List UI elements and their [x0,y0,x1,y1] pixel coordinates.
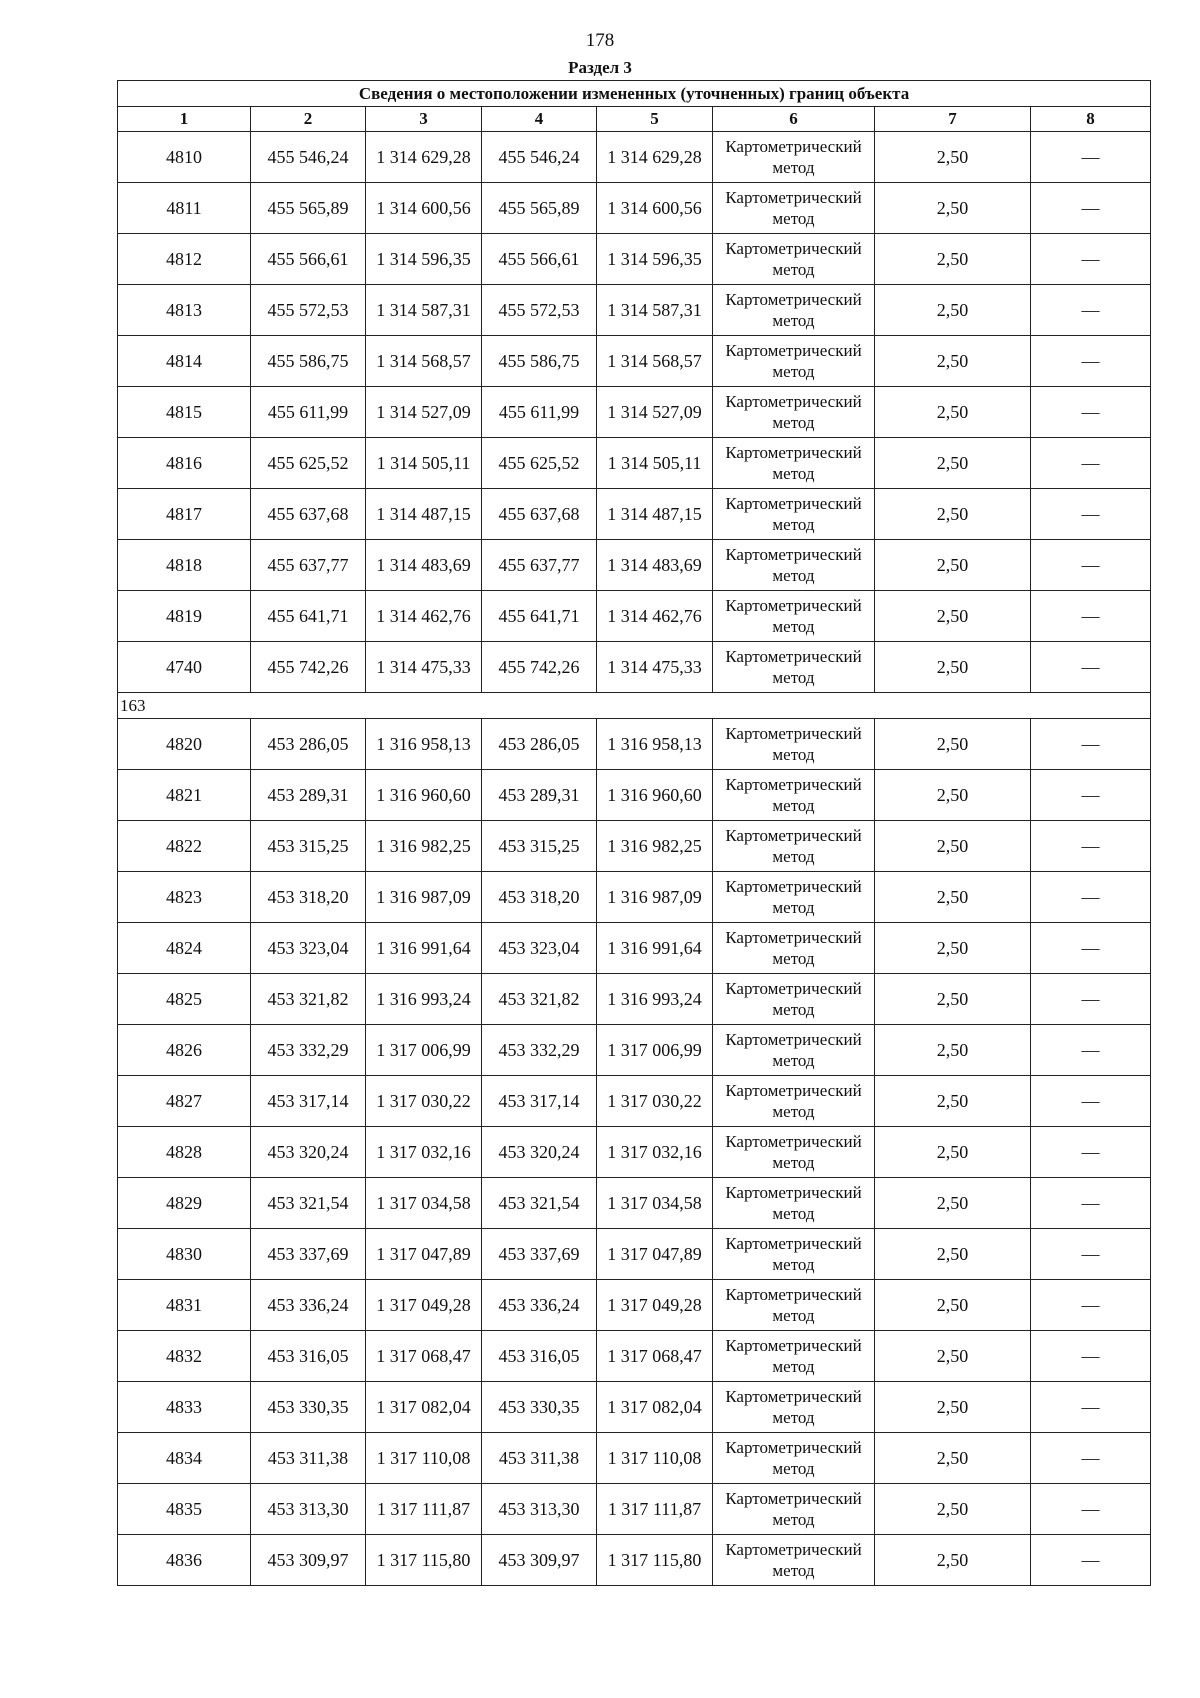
x-coordinate-cell: 455 641,71 [251,591,366,642]
note-cell: — [1031,1178,1151,1229]
y-coordinate-cell: 1 317 115,80 [597,1535,713,1586]
x-coordinate-cell: 453 286,05 [482,719,597,770]
table-row [118,770,1151,821]
point-number-cell: 4826 [118,1025,251,1076]
y-coordinate-cell: 1 314 600,56 [366,183,482,234]
note-cell: — [1031,183,1151,234]
point-number-cell: 4834 [118,1433,251,1484]
y-coordinate-cell: 1 316 987,09 [366,872,482,923]
table-row [118,387,1151,438]
y-coordinate-cell: 1 314 475,33 [597,642,713,693]
x-coordinate-cell: 453 337,69 [251,1229,366,1280]
method-cell: Картометрический метод [713,285,875,336]
table-row [118,438,1151,489]
table-row [118,1433,1151,1484]
y-coordinate-cell: 1 316 993,24 [597,974,713,1025]
note-cell: — [1031,821,1151,872]
x-coordinate-cell: 453 320,24 [482,1127,597,1178]
y-coordinate-cell: 1 316 958,13 [597,719,713,770]
table-row [118,642,1151,693]
point-number-cell: 4827 [118,1076,251,1127]
method-cell: Картометрический метод [713,974,875,1025]
note-cell: — [1031,719,1151,770]
note-cell: — [1031,285,1151,336]
table-row [118,540,1151,591]
note-cell: — [1031,336,1151,387]
note-cell: — [1031,540,1151,591]
method-cell: Картометрический метод [713,1433,875,1484]
table-row [118,1229,1151,1280]
x-coordinate-cell: 453 320,24 [251,1127,366,1178]
x-coordinate-cell: 455 566,61 [251,234,366,285]
x-coordinate-cell: 453 313,30 [482,1484,597,1535]
point-number-cell: 4820 [118,719,251,770]
y-coordinate-cell: 1 314 568,57 [366,336,482,387]
y-coordinate-cell: 1 314 527,09 [597,387,713,438]
note-cell: — [1031,1433,1151,1484]
x-coordinate-cell: 453 321,54 [251,1178,366,1229]
x-coordinate-cell: 453 321,54 [482,1178,597,1229]
accuracy-cell: 2,50 [875,1331,1031,1382]
y-coordinate-cell: 1 317 006,99 [366,1025,482,1076]
x-coordinate-cell: 453 289,31 [251,770,366,821]
note-cell: — [1031,1484,1151,1535]
y-coordinate-cell: 1 317 032,16 [366,1127,482,1178]
column-number: 2 [251,107,366,132]
x-coordinate-cell: 453 315,25 [251,821,366,872]
group-label: 163 [118,693,1151,719]
accuracy-cell: 2,50 [875,489,1031,540]
y-coordinate-cell: 1 317 030,22 [597,1076,713,1127]
note-cell: — [1031,974,1151,1025]
y-coordinate-cell: 1 314 505,11 [597,438,713,489]
point-number-cell: 4819 [118,591,251,642]
y-coordinate-cell: 1 314 600,56 [597,183,713,234]
point-number-cell: 4824 [118,923,251,974]
table-row [118,336,1151,387]
table-body [118,81,1151,1586]
note-cell: — [1031,591,1151,642]
note-cell: — [1031,1127,1151,1178]
x-coordinate-cell: 453 311,38 [482,1433,597,1484]
x-coordinate-cell: 455 566,61 [482,234,597,285]
note-cell: — [1031,1535,1151,1586]
point-number-cell: 4740 [118,642,251,693]
y-coordinate-cell: 1 316 987,09 [597,872,713,923]
method-cell: Картометрический метод [713,1382,875,1433]
accuracy-cell: 2,50 [875,1484,1031,1535]
y-coordinate-cell: 1 314 475,33 [366,642,482,693]
y-coordinate-cell: 1 317 034,58 [366,1178,482,1229]
point-number-cell: 4818 [118,540,251,591]
point-number-cell: 4836 [118,1535,251,1586]
x-coordinate-cell: 453 337,69 [482,1229,597,1280]
method-cell: Картометрический метод [713,719,875,770]
x-coordinate-cell: 453 321,82 [482,974,597,1025]
x-coordinate-cell: 453 330,35 [482,1382,597,1433]
x-coordinate-cell: 453 332,29 [251,1025,366,1076]
point-number-cell: 4821 [118,770,251,821]
point-number-cell: 4829 [118,1178,251,1229]
accuracy-cell: 2,50 [875,1229,1031,1280]
column-number: 8 [1031,107,1151,132]
method-cell: Картометрический метод [713,132,875,183]
column-number: 1 [118,107,251,132]
accuracy-cell: 2,50 [875,285,1031,336]
note-cell: — [1031,770,1151,821]
point-number-cell: 4813 [118,285,251,336]
table-row [118,1076,1151,1127]
note-cell: — [1031,1331,1151,1382]
table-row [118,1484,1151,1535]
accuracy-cell: 2,50 [875,540,1031,591]
table-row [118,1127,1151,1178]
y-coordinate-cell: 1 314 483,69 [366,540,482,591]
method-cell: Картометрический метод [713,540,875,591]
y-coordinate-cell: 1 317 082,04 [597,1382,713,1433]
point-number-cell: 4830 [118,1229,251,1280]
x-coordinate-cell: 453 336,24 [482,1280,597,1331]
table-row [118,183,1151,234]
y-coordinate-cell: 1 317 111,87 [597,1484,713,1535]
y-coordinate-cell: 1 314 596,35 [366,234,482,285]
table-row [118,1280,1151,1331]
point-number-cell: 4822 [118,821,251,872]
note-cell: — [1031,1025,1151,1076]
accuracy-cell: 2,50 [875,438,1031,489]
accuracy-cell: 2,50 [875,132,1031,183]
x-coordinate-cell: 453 286,05 [251,719,366,770]
y-coordinate-cell: 1 316 958,13 [366,719,482,770]
x-coordinate-cell: 455 565,89 [482,183,597,234]
method-cell: Картометрический метод [713,1484,875,1535]
y-coordinate-cell: 1 316 991,64 [366,923,482,974]
accuracy-cell: 2,50 [875,1127,1031,1178]
table-row [118,285,1151,336]
method-cell: Картометрический метод [713,872,875,923]
method-cell: Картометрический метод [713,1535,875,1586]
y-coordinate-cell: 1 314 505,11 [366,438,482,489]
accuracy-cell: 2,50 [875,872,1031,923]
y-coordinate-cell: 1 314 568,57 [597,336,713,387]
note-cell: — [1031,438,1151,489]
method-cell: Картометрический метод [713,1076,875,1127]
page-number: 178 [585,30,615,51]
y-coordinate-cell: 1 314 587,31 [366,285,482,336]
note-cell: — [1031,234,1151,285]
method-cell: Картометрический метод [713,923,875,974]
note-cell: — [1031,1076,1151,1127]
y-coordinate-cell: 1 317 068,47 [366,1331,482,1382]
x-coordinate-cell: 455 611,99 [251,387,366,438]
table-row [118,923,1151,974]
table-row [118,1331,1151,1382]
table-row [118,1025,1151,1076]
point-number-cell: 4831 [118,1280,251,1331]
y-coordinate-cell: 1 314 462,76 [366,591,482,642]
table-row [118,1535,1151,1586]
table-row [118,132,1151,183]
note-cell: — [1031,872,1151,923]
x-coordinate-cell: 453 318,20 [251,872,366,923]
y-coordinate-cell: 1 316 991,64 [597,923,713,974]
x-coordinate-cell: 453 332,29 [482,1025,597,1076]
note-cell: — [1031,923,1151,974]
accuracy-cell: 2,50 [875,821,1031,872]
accuracy-cell: 2,50 [875,1280,1031,1331]
table-row [118,1382,1151,1433]
method-cell: Картометрический метод [713,234,875,285]
y-coordinate-cell: 1 317 047,89 [366,1229,482,1280]
table-row [118,591,1151,642]
x-coordinate-cell: 455 611,99 [482,387,597,438]
method-cell: Картометрический метод [713,489,875,540]
point-number-cell: 4835 [118,1484,251,1535]
y-coordinate-cell: 1 317 111,87 [366,1484,482,1535]
x-coordinate-cell: 455 742,26 [251,642,366,693]
x-coordinate-cell: 453 336,24 [251,1280,366,1331]
note-cell: — [1031,1229,1151,1280]
table-row [118,872,1151,923]
accuracy-cell: 2,50 [875,387,1031,438]
accuracy-cell: 2,50 [875,1535,1031,1586]
x-coordinate-cell: 453 317,14 [251,1076,366,1127]
method-cell: Картометрический метод [713,1025,875,1076]
group-row [118,693,1151,719]
method-cell: Картометрический метод [713,336,875,387]
accuracy-cell: 2,50 [875,923,1031,974]
x-coordinate-cell: 455 572,53 [251,285,366,336]
accuracy-cell: 2,50 [875,1076,1031,1127]
method-cell: Картометрический метод [713,1280,875,1331]
y-coordinate-cell: 1 317 034,58 [597,1178,713,1229]
method-cell: Картометрический метод [713,642,875,693]
column-number: 6 [713,107,875,132]
table-row [118,821,1151,872]
note-cell: — [1031,642,1151,693]
y-coordinate-cell: 1 316 993,24 [366,974,482,1025]
y-coordinate-cell: 1 317 110,08 [597,1433,713,1484]
method-cell: Картометрический метод [713,387,875,438]
accuracy-cell: 2,50 [875,770,1031,821]
y-coordinate-cell: 1 317 006,99 [597,1025,713,1076]
column-number: 7 [875,107,1031,132]
x-coordinate-cell: 453 289,31 [482,770,597,821]
note-cell: — [1031,1280,1151,1331]
y-coordinate-cell: 1 314 483,69 [597,540,713,591]
y-coordinate-cell: 1 314 596,35 [597,234,713,285]
x-coordinate-cell: 455 572,53 [482,285,597,336]
y-coordinate-cell: 1 317 068,47 [597,1331,713,1382]
x-coordinate-cell: 455 637,77 [482,540,597,591]
x-coordinate-cell: 453 330,35 [251,1382,366,1433]
point-number-cell: 4817 [118,489,251,540]
section-title: Раздел 3 [568,58,632,77]
note-cell: — [1031,1382,1151,1433]
y-coordinate-cell: 1 317 032,16 [597,1127,713,1178]
table-row [118,719,1151,770]
x-coordinate-cell: 455 625,52 [251,438,366,489]
x-coordinate-cell: 455 637,77 [251,540,366,591]
x-coordinate-cell: 453 311,38 [251,1433,366,1484]
y-coordinate-cell: 1 314 527,09 [366,387,482,438]
x-coordinate-cell: 455 637,68 [251,489,366,540]
method-cell: Картометрический метод [713,1229,875,1280]
y-coordinate-cell: 1 316 960,60 [366,770,482,821]
table-row [118,489,1151,540]
x-coordinate-cell: 455 637,68 [482,489,597,540]
accuracy-cell: 2,50 [875,591,1031,642]
column-number-row [118,107,1151,132]
x-coordinate-cell: 453 323,04 [251,923,366,974]
accuracy-cell: 2,50 [875,1178,1031,1229]
table-caption: Сведения о местоположении измененных (уточненных) границ объекта [118,81,1151,107]
y-coordinate-cell: 1 314 629,28 [597,132,713,183]
method-cell: Картометрический метод [713,183,875,234]
x-coordinate-cell: 453 309,97 [482,1535,597,1586]
point-number-cell: 4833 [118,1382,251,1433]
point-number-cell: 4814 [118,336,251,387]
x-coordinate-cell: 455 742,26 [482,642,597,693]
accuracy-cell: 2,50 [875,974,1031,1025]
accuracy-cell: 2,50 [875,1433,1031,1484]
method-cell: Картометрический метод [713,821,875,872]
accuracy-cell: 2,50 [875,1382,1031,1433]
boundary-coordinates-table [117,80,1151,1586]
y-coordinate-cell: 1 317 110,08 [366,1433,482,1484]
x-coordinate-cell: 453 323,04 [482,923,597,974]
y-coordinate-cell: 1 314 629,28 [366,132,482,183]
accuracy-cell: 2,50 [875,1025,1031,1076]
point-number-cell: 4828 [118,1127,251,1178]
column-number: 5 [597,107,713,132]
y-coordinate-cell: 1 317 049,28 [366,1280,482,1331]
accuracy-cell: 2,50 [875,642,1031,693]
x-coordinate-cell: 453 318,20 [482,872,597,923]
x-coordinate-cell: 453 316,05 [482,1331,597,1382]
point-number-cell: 4823 [118,872,251,923]
accuracy-cell: 2,50 [875,336,1031,387]
column-number: 4 [482,107,597,132]
table-row [118,234,1151,285]
x-coordinate-cell: 455 586,75 [251,336,366,387]
point-number-cell: 4812 [118,234,251,285]
note-cell: — [1031,132,1151,183]
x-coordinate-cell: 455 546,24 [251,132,366,183]
y-coordinate-cell: 1 316 982,25 [366,821,482,872]
x-coordinate-cell: 455 546,24 [482,132,597,183]
x-coordinate-cell: 455 625,52 [482,438,597,489]
x-coordinate-cell: 453 321,82 [251,974,366,1025]
accuracy-cell: 2,50 [875,183,1031,234]
x-coordinate-cell: 455 565,89 [251,183,366,234]
y-coordinate-cell: 1 314 487,15 [597,489,713,540]
y-coordinate-cell: 1 317 049,28 [597,1280,713,1331]
note-cell: — [1031,489,1151,540]
x-coordinate-cell: 453 313,30 [251,1484,366,1535]
method-cell: Картометрический метод [713,770,875,821]
x-coordinate-cell: 453 317,14 [482,1076,597,1127]
y-coordinate-cell: 1 314 462,76 [597,591,713,642]
x-coordinate-cell: 453 316,05 [251,1331,366,1382]
x-coordinate-cell: 455 641,71 [482,591,597,642]
x-coordinate-cell: 453 309,97 [251,1535,366,1586]
method-cell: Картометрический метод [713,591,875,642]
method-cell: Картометрический метод [713,1331,875,1382]
y-coordinate-cell: 1 317 030,22 [366,1076,482,1127]
point-number-cell: 4815 [118,387,251,438]
point-number-cell: 4816 [118,438,251,489]
y-coordinate-cell: 1 317 115,80 [366,1535,482,1586]
accuracy-cell: 2,50 [875,234,1031,285]
accuracy-cell: 2,50 [875,719,1031,770]
method-cell: Картометрический метод [713,438,875,489]
point-number-cell: 4811 [118,183,251,234]
y-coordinate-cell: 1 314 487,15 [366,489,482,540]
table-caption-row [118,81,1151,107]
method-cell: Картометрический метод [713,1127,875,1178]
y-coordinate-cell: 1 317 082,04 [366,1382,482,1433]
y-coordinate-cell: 1 314 587,31 [597,285,713,336]
table-row [118,974,1151,1025]
point-number-cell: 4810 [118,132,251,183]
point-number-cell: 4825 [118,974,251,1025]
method-cell: Картометрический метод [713,1178,875,1229]
y-coordinate-cell: 1 316 960,60 [597,770,713,821]
table-row [118,1178,1151,1229]
column-number: 3 [366,107,482,132]
point-number-cell: 4832 [118,1331,251,1382]
x-coordinate-cell: 455 586,75 [482,336,597,387]
x-coordinate-cell: 453 315,25 [482,821,597,872]
y-coordinate-cell: 1 316 982,25 [597,821,713,872]
note-cell: — [1031,387,1151,438]
y-coordinate-cell: 1 317 047,89 [597,1229,713,1280]
